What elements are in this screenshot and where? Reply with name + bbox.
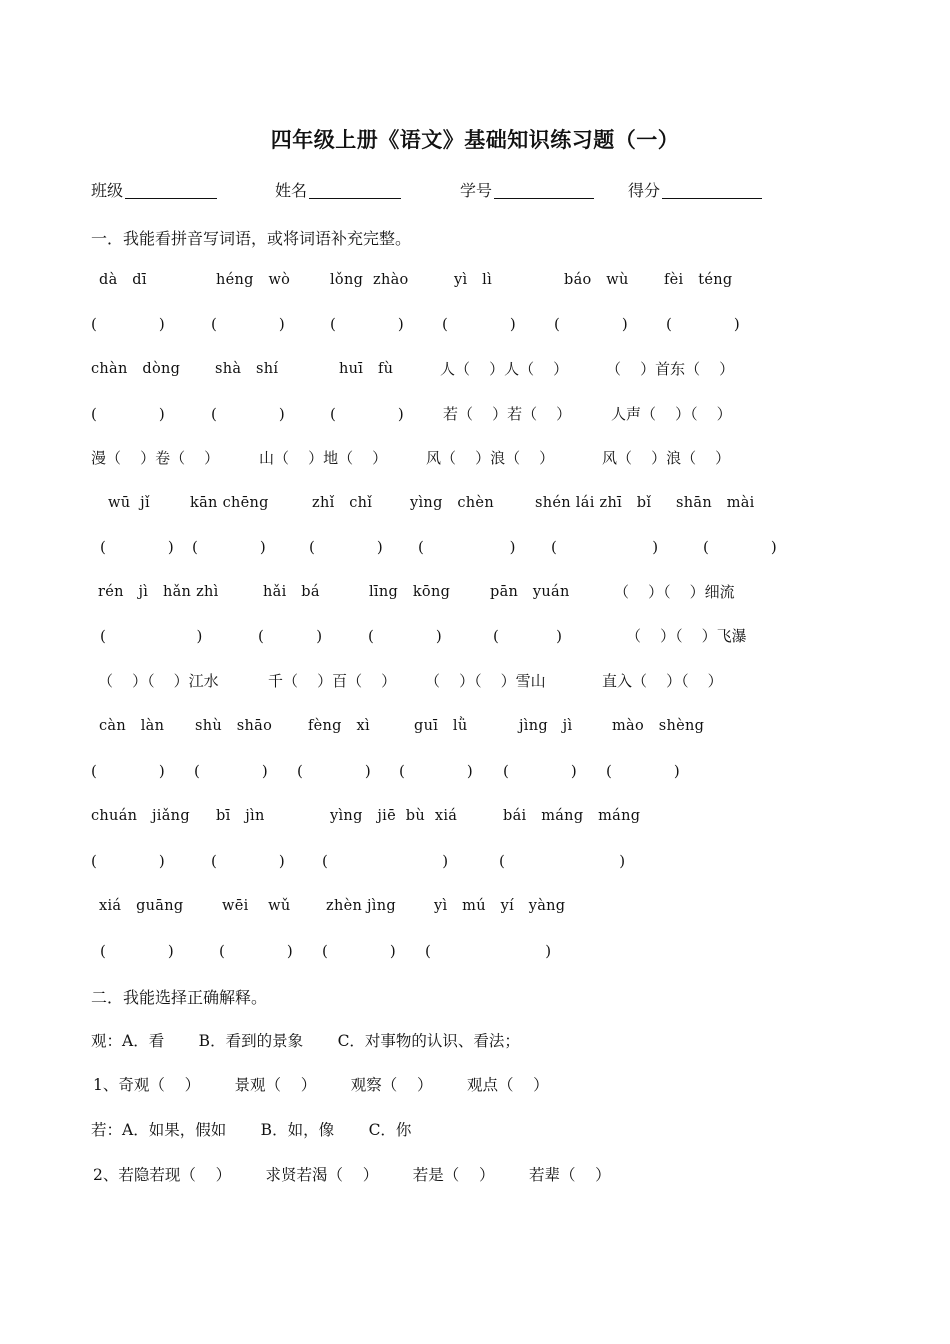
answer-blank[interactable]: ( ) — [219, 942, 293, 960]
pinyin: shà shí — [215, 361, 279, 377]
idiom-blank[interactable]: （ ）（ ）细流 — [614, 583, 735, 601]
class-blank[interactable] — [125, 182, 217, 199]
idiom-blank[interactable]: 直入（ ）（ ） — [602, 672, 723, 690]
pinyin: guī lǜ — [414, 718, 468, 734]
page-title: 四年级上册《语文》基础知识练习题（一） — [270, 127, 680, 152]
answer-blank[interactable]: ( ) — [442, 315, 516, 333]
name-label: 姓名 — [275, 181, 308, 200]
pinyin: pān yuán — [490, 584, 570, 600]
pinyin: wū jǐ — [108, 495, 150, 511]
answer-blank[interactable]: ( ) — [425, 942, 552, 960]
name-field — [275, 178, 401, 201]
answer-blank[interactable]: ( ) — [91, 762, 165, 780]
answer-blank[interactable]: ( ) — [551, 538, 659, 556]
pinyin: zhèn jìng — [326, 898, 396, 914]
pinyin: līng kōng — [369, 584, 451, 600]
class-label: 班级 — [91, 181, 124, 200]
pinyin: yìng jiē bù xiá — [330, 808, 458, 824]
answer-blank[interactable]: ( ) — [211, 405, 285, 423]
answer-blank[interactable]: ( ) — [91, 315, 165, 333]
answer-blank[interactable]: ( ) — [258, 627, 323, 645]
answer-blank[interactable]: ( ) — [399, 762, 473, 780]
pinyin: chuán jiǎng — [91, 808, 190, 824]
answer-blank[interactable]: ( ) — [100, 538, 174, 556]
pinyin: hǎi bá — [263, 584, 320, 600]
pinyin: dà dī — [99, 272, 147, 288]
section1-heading: 一．我能看拼音写词语，或将词语补充完整。 — [91, 229, 412, 248]
answer-blank[interactable]: ( ) — [368, 627, 442, 645]
idiom-blank[interactable]: 人（ ）人（ ） — [440, 360, 569, 378]
number-label: 学号 — [460, 181, 493, 200]
definition-line: 若：A．如果，假如 B．如，像 C．你 — [91, 1121, 412, 1139]
pinyin: bái máng máng — [503, 808, 641, 824]
answer-blank[interactable]: ( ) — [322, 852, 449, 870]
pinyin: báo wù — [564, 272, 629, 288]
pinyin: zhǐ chǐ — [312, 495, 373, 511]
pinyin: lǒng zhào — [330, 272, 409, 288]
answer-blank[interactable]: ( ) — [192, 538, 266, 556]
answer-blank[interactable]: ( ) — [211, 315, 285, 333]
idiom-blank[interactable]: 山（ ）地（ ） — [259, 449, 388, 467]
answer-blank[interactable]: ( ) — [322, 942, 396, 960]
answer-blank[interactable]: ( ) — [703, 538, 777, 556]
answer-blank[interactable]: ( ) — [418, 538, 516, 556]
number-blank[interactable] — [494, 182, 594, 199]
idiom-blank[interactable]: 风（ ）浪（ ） — [602, 449, 731, 467]
pinyin: chàn dòng — [91, 361, 181, 377]
pinyin: shén lái zhī bǐ — [535, 495, 652, 511]
pinyin: huī fù — [339, 361, 394, 377]
answer-blank[interactable]: ( ) — [194, 762, 268, 780]
pinyin: càn làn — [99, 718, 165, 734]
answer-blank[interactable]: ( ) — [309, 538, 383, 556]
score-field — [628, 178, 762, 201]
answer-blank[interactable]: ( ) — [330, 315, 404, 333]
idiom-blank[interactable]: 若（ ）若（ ） — [443, 405, 572, 423]
idiom-blank[interactable]: 千（ ）百（ ） — [268, 672, 397, 690]
answer-blank[interactable]: ( ) — [91, 405, 165, 423]
score-label: 得分 — [628, 181, 661, 200]
answer-blank[interactable]: ( ) — [554, 315, 628, 333]
idiom-blank[interactable]: （ ）首东（ ） — [606, 360, 735, 378]
idiom-blank[interactable]: 风（ ）浪（ ） — [426, 449, 555, 467]
pinyin: kān chēng — [190, 495, 269, 511]
question-line[interactable]: 2、若隐若现（ ） 求贤若渴（ ） 若是（ ） 若辈（ ） — [93, 1166, 611, 1184]
pinyin: fèng xì — [308, 718, 370, 734]
pinyin: jìng jì — [519, 718, 573, 734]
class-field — [91, 178, 217, 201]
score-blank[interactable] — [662, 182, 762, 199]
answer-blank[interactable]: ( ) — [211, 852, 285, 870]
pinyin: fèi téng — [664, 272, 733, 288]
idiom-blank[interactable]: 人声（ ）（ ） — [611, 405, 732, 423]
idiom-blank[interactable]: （ ）（ ）江水 — [98, 672, 219, 690]
answer-blank[interactable]: ( ) — [91, 852, 165, 870]
answer-blank[interactable]: ( ) — [499, 852, 626, 870]
answer-blank[interactable]: ( ) — [493, 627, 562, 645]
pinyin: héng wò — [216, 272, 291, 288]
pinyin: bī jìn — [216, 808, 265, 824]
answer-blank[interactable]: ( ) — [330, 405, 404, 423]
idiom-blank[interactable]: 漫（ ）卷（ ） — [91, 449, 220, 467]
pinyin: wēi wǔ — [222, 898, 291, 914]
idiom-blank[interactable]: （ ）（ ）飞瀑 — [626, 627, 747, 645]
pinyin: yì mú yí yàng — [434, 898, 566, 914]
name-blank[interactable] — [309, 182, 401, 199]
answer-blank[interactable]: ( ) — [503, 762, 577, 780]
question-line[interactable]: 1、奇观（ ） 景观（ ） 观察（ ） 观点（ ） — [93, 1076, 549, 1094]
number-field — [460, 178, 594, 201]
answer-blank[interactable]: ( ) — [297, 762, 371, 780]
pinyin: yì lì — [454, 272, 493, 288]
definition-line: 观：A．看 B．看到的景象 C．对事物的认识、看法； — [91, 1032, 520, 1050]
section2-heading: 二．我能选择正确解释。 — [91, 988, 268, 1007]
pinyin: mào shèng — [612, 718, 705, 734]
pinyin: rén jì hǎn zhì — [98, 584, 219, 600]
pinyin: shù shāo — [195, 718, 273, 734]
pinyin: yìng chèn — [410, 495, 494, 511]
answer-blank[interactable]: ( ) — [666, 315, 740, 333]
answer-blank[interactable]: ( ) — [100, 627, 203, 645]
pinyin: xiá guāng — [99, 898, 184, 914]
answer-blank[interactable]: ( ) — [606, 762, 680, 780]
idiom-blank[interactable]: （ ）（ ）雪山 — [425, 672, 546, 690]
pinyin: shān mài — [676, 495, 755, 511]
answer-blank[interactable]: ( ) — [100, 942, 174, 960]
